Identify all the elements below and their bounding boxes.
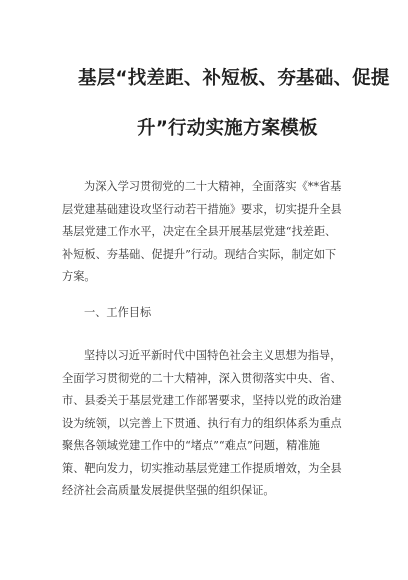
paragraph-line: 经济社会高质量发展提供坚强的组织保证。 [62, 484, 275, 497]
intro-paragraph [62, 176, 362, 289]
goal-paragraph [62, 345, 362, 503]
paragraph-line: 基层党建工作水平，决定在全县开展基层党建“找差距、 [62, 225, 337, 238]
paragraph-line: 策、靶向发力，切实推动基层党建工作提质增效，为全县 [62, 461, 342, 475]
section-heading: 一、工作目标 [84, 306, 152, 319]
paragraph-line: 市、县委关于基层党建工作部署要求，坚持以党的政治建 [62, 394, 342, 407]
paragraph-line: 坚持以习近平新时代中国特色社会主义思想为指导， [84, 349, 342, 362]
document-title-line-1: 基层“找差距、补短板、夯基础、促提 [78, 68, 390, 89]
paragraph-line: 层党建基础建设攻坚行动若干措施》要求，切实提升全县 [62, 202, 342, 216]
paragraph-line: 补短板、夯基础、促提升”行动。现结合实际，制定如下 [62, 247, 337, 261]
paragraph-line: 设为统领，以完善上下贯通、执行有力的组织体系为重点 [62, 416, 342, 430]
paragraph-line: 方案。 [62, 270, 96, 283]
document-title-line-2: 升”行动实施方案模板 [137, 118, 318, 139]
paragraph-line: 聚焦各领域党建工作中的“堵点”“难点”问题，精准施 [62, 439, 320, 452]
paragraph-line: 为深入学习贯彻党的二十大精神，全面落实《**省基 [84, 180, 342, 193]
paragraph-line: 全面学习贯彻党的二十大精神，深入贯彻落实中央、省、 [62, 371, 342, 385]
